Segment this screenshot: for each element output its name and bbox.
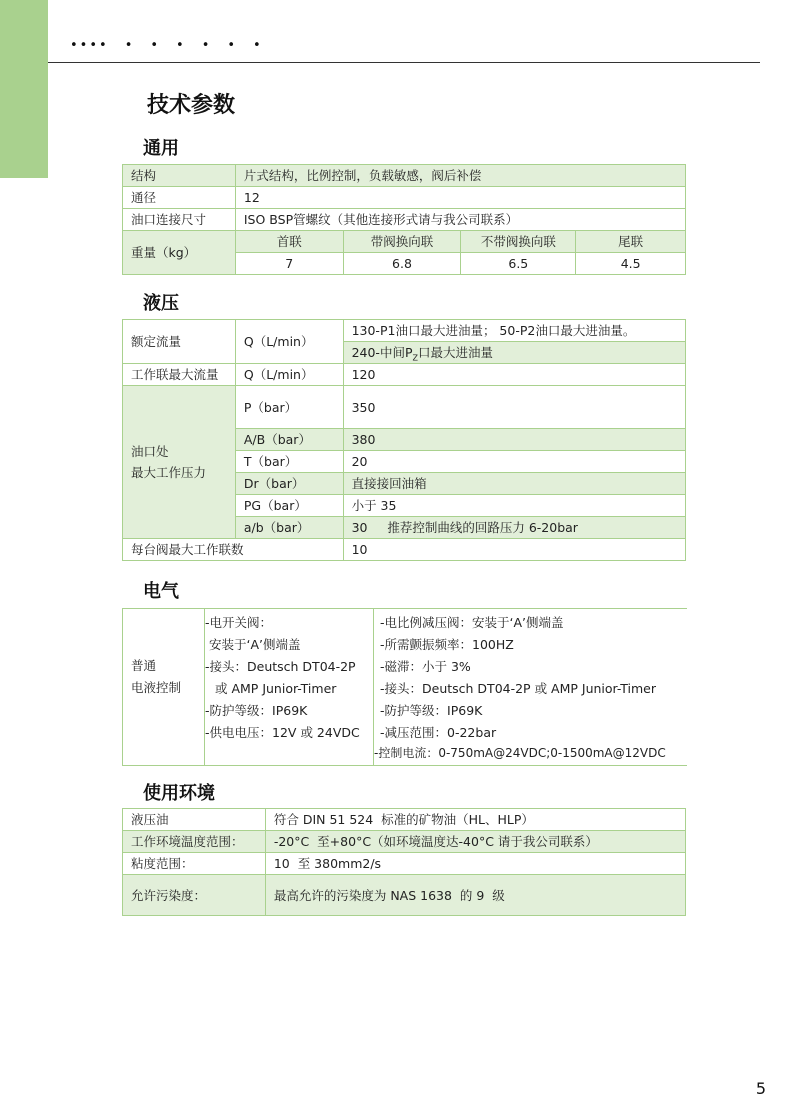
weight-header: 不带阀换向联 (461, 231, 576, 253)
header-dots: • • • • • • • • • • (70, 38, 261, 53)
table-row (123, 386, 686, 429)
rated-flow-line1: 130-P1油口最大进油量； 50-P2油口最大进油量。 (343, 320, 685, 342)
table-row (123, 539, 686, 561)
list-item: -电开关阀： (205, 615, 273, 630)
electrical-proportional-valve (374, 609, 687, 765)
list-item: -接头：Deutsch DT04-2P (205, 659, 356, 674)
row-value: 最高允许的污染度为 NAS 1638 的 9 级 (265, 875, 685, 916)
row-value: ISO BSP管螺纹（其他连接形式请与我公司联系） (235, 209, 685, 231)
table-row (123, 809, 686, 831)
row-label: 油口连接尺寸 (123, 209, 236, 231)
header-rule (48, 62, 760, 63)
row-label: 通径 (123, 187, 236, 209)
list-item: 安装于‘A’侧端盖 (209, 637, 301, 652)
section-heading-electrical: 电气 (143, 581, 179, 602)
weight-value: 4.5 (576, 253, 686, 275)
row-label: 工作联最大流量 (123, 364, 236, 386)
row-unit: P（bar） (235, 386, 343, 429)
row-value: 380 (343, 429, 685, 451)
electrical-switch-valve (205, 609, 374, 765)
table-row (123, 853, 686, 875)
side-tab (0, 0, 48, 178)
list-item: -接头：Deutsch DT04-2P 或 AMP Junior-Timer (380, 681, 656, 696)
row-value: 片式结构，比例控制，负载敏感，阀后补偿 (235, 165, 685, 187)
row-value: 120 (343, 364, 685, 386)
row-label: 粘度范围： (123, 853, 266, 875)
row-label: 允许污染度： (123, 875, 266, 916)
row-unit: A/B（bar） (235, 429, 343, 451)
row-value: 12 (235, 187, 685, 209)
list-item: 或 AMP Junior-Timer (215, 681, 337, 696)
page-number: 5 (755, 1079, 766, 1098)
row-value: -20°C 至+80°C（如环境温度达-40°C 请于我公司联系） (265, 831, 685, 853)
table-row (123, 320, 686, 342)
row-value: 350 (343, 386, 685, 429)
rated-flow-label: 额定流量 (123, 320, 236, 364)
environment-table (122, 808, 686, 916)
list-item: -防护等级：IP69K (380, 703, 483, 718)
electrical-table (122, 608, 687, 766)
row-unit: Dr（bar） (235, 473, 343, 495)
table-row (123, 209, 686, 231)
row-value: 10 至 380mm2/s (265, 853, 685, 875)
rated-flow-unit: Q（L/min） (235, 320, 343, 364)
weight-label: 重量（kg） (123, 231, 236, 275)
list-item: -防护等级：IP69K (205, 703, 308, 718)
list-item: -控制电流：0-750mA@24VDC;0-1500mA@12VDC (374, 746, 666, 760)
rated-flow-line2: 240-中间$P_Z$口最大进油量 (343, 342, 685, 364)
row-unit: PG（bar） (235, 495, 343, 517)
table-row (123, 364, 686, 386)
table-row (123, 187, 686, 209)
section-heading-general: 通用 (143, 138, 179, 159)
table-row (123, 231, 686, 253)
row-value: 20 (343, 451, 685, 473)
weight-value: 7 (235, 253, 343, 275)
list-item: -电比例减压阀：安装于‘A’侧端盖 (380, 615, 564, 630)
electrical-label: 普通 电液控制 (123, 609, 205, 765)
row-value: 10 (343, 539, 685, 561)
weight-header: 尾联 (576, 231, 686, 253)
row-value: 30 推荐控制曲线的回路压力 6-20bar (343, 517, 685, 539)
row-value: 小于 35 (343, 495, 685, 517)
table-row (123, 875, 686, 916)
pressure-label: 油口处 最大工作压力 (123, 386, 236, 539)
hydraulic-table (122, 319, 686, 561)
row-value: 直接接回油箱 (343, 473, 685, 495)
row-unit: a/b（bar） (235, 517, 343, 539)
row-unit: T（bar） (235, 451, 343, 473)
row-label: 结构 (123, 165, 236, 187)
list-item: -减压范围：0-22bar (380, 725, 497, 740)
weight-header: 首联 (235, 231, 343, 253)
section-heading-environment: 使用环境 (143, 783, 215, 804)
row-unit: Q（L/min） (235, 364, 343, 386)
row-label: 液压油 (123, 809, 266, 831)
table-row (123, 165, 686, 187)
table-row (123, 831, 686, 853)
weight-value: 6.5 (461, 253, 576, 275)
general-table (122, 164, 686, 275)
section-heading-hydraulic: 液压 (143, 293, 179, 314)
page-title: 技术参数 (147, 93, 236, 118)
row-label: 每台阀最大工作联数 (123, 539, 344, 561)
list-item: -磁滞：小于 3% (380, 659, 471, 674)
weight-value: 6.8 (343, 253, 461, 275)
row-label: 工作环境温度范围： (123, 831, 266, 853)
row-value: 符合 DIN 51 524 标准的矿物油（HL、HLP） (265, 809, 685, 831)
list-item: -供电电压：12V 或 24VDC (205, 725, 360, 740)
weight-header: 带阀换向联 (343, 231, 461, 253)
list-item: -所需颤振频率：100HZ (380, 637, 514, 652)
